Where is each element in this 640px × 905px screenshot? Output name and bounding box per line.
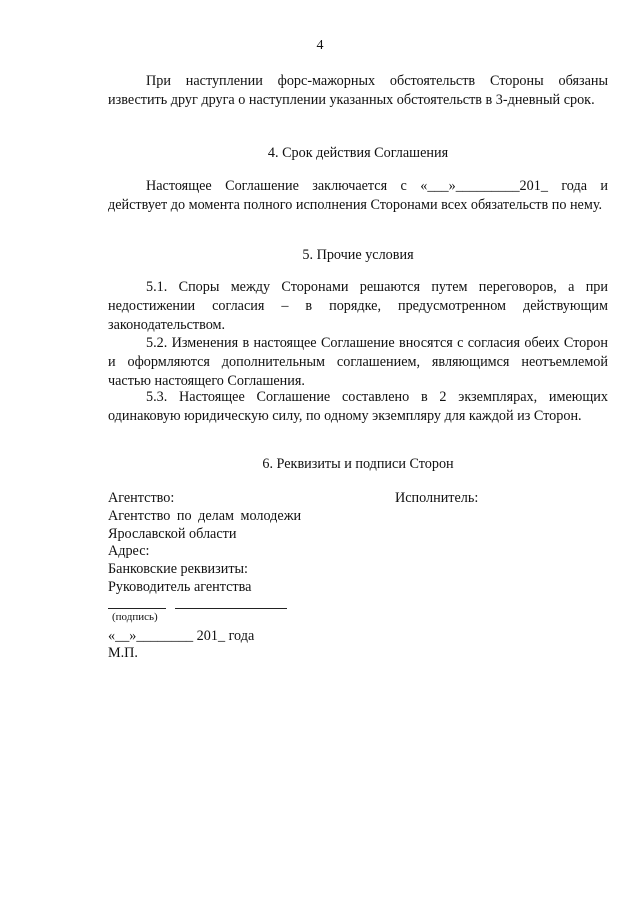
section-5-heading: 5. Прочие условия bbox=[302, 247, 414, 263]
page-number: 4 bbox=[316, 38, 324, 53]
agency-label: Агентство: bbox=[108, 490, 175, 506]
clause-5-3: 5.3. Настоящее Соглашение составлено в 2 экземплярах, имеющих одинаковую юридическую силу, по одному экземпляру для каждой из Сторон. bbox=[108, 389, 608, 424]
signature-line bbox=[108, 608, 166, 609]
clause-5-2: 5.2. Изменения в настоящее Соглашение вносятся с согласия обеих Сторон и оформляются дополнительным соглашением, являющимся неотъемлемой частью настоящего Соглашения. bbox=[108, 335, 608, 389]
agency-bank-details: Банковские реквизиты: bbox=[108, 561, 248, 577]
agency-name-line2: Ярославской области bbox=[108, 526, 237, 542]
agency-name-line1: Агентство по делам молодежи bbox=[108, 508, 302, 524]
name-line bbox=[175, 608, 287, 609]
agency-head: Руководитель агентства bbox=[108, 579, 252, 595]
seal-placeholder: М.П. bbox=[108, 645, 138, 661]
section-4-heading: 4. Срок действия Соглашения bbox=[267, 145, 449, 161]
signature-caption: (подпись) bbox=[112, 611, 158, 623]
executor-label: Исполнитель: bbox=[395, 490, 479, 506]
section-6-heading: 6. Реквизиты и подписи Сторон bbox=[262, 456, 454, 472]
signature-date: «__»________ 201_ года bbox=[108, 628, 255, 644]
clause-5-1: 5.1. Споры между Сторонами решаются путем переговоров, а при недостижении согласия – в порядке, предусмотренном действующим законодательством. bbox=[108, 279, 608, 333]
section-4-paragraph: Настоящее Соглашение заключается с «___»_________201_ года и действует до момента полного исполнения Сторонами всех обязательств по нему. bbox=[108, 178, 608, 213]
force-majeure-paragraph: При наступлении форс-мажорных обстоятельств Стороны обязаны известить друг друга о наступлении указанных обстоятельств в 3-дневный срок. bbox=[108, 73, 608, 108]
agency-address: Адрес: bbox=[108, 543, 150, 559]
